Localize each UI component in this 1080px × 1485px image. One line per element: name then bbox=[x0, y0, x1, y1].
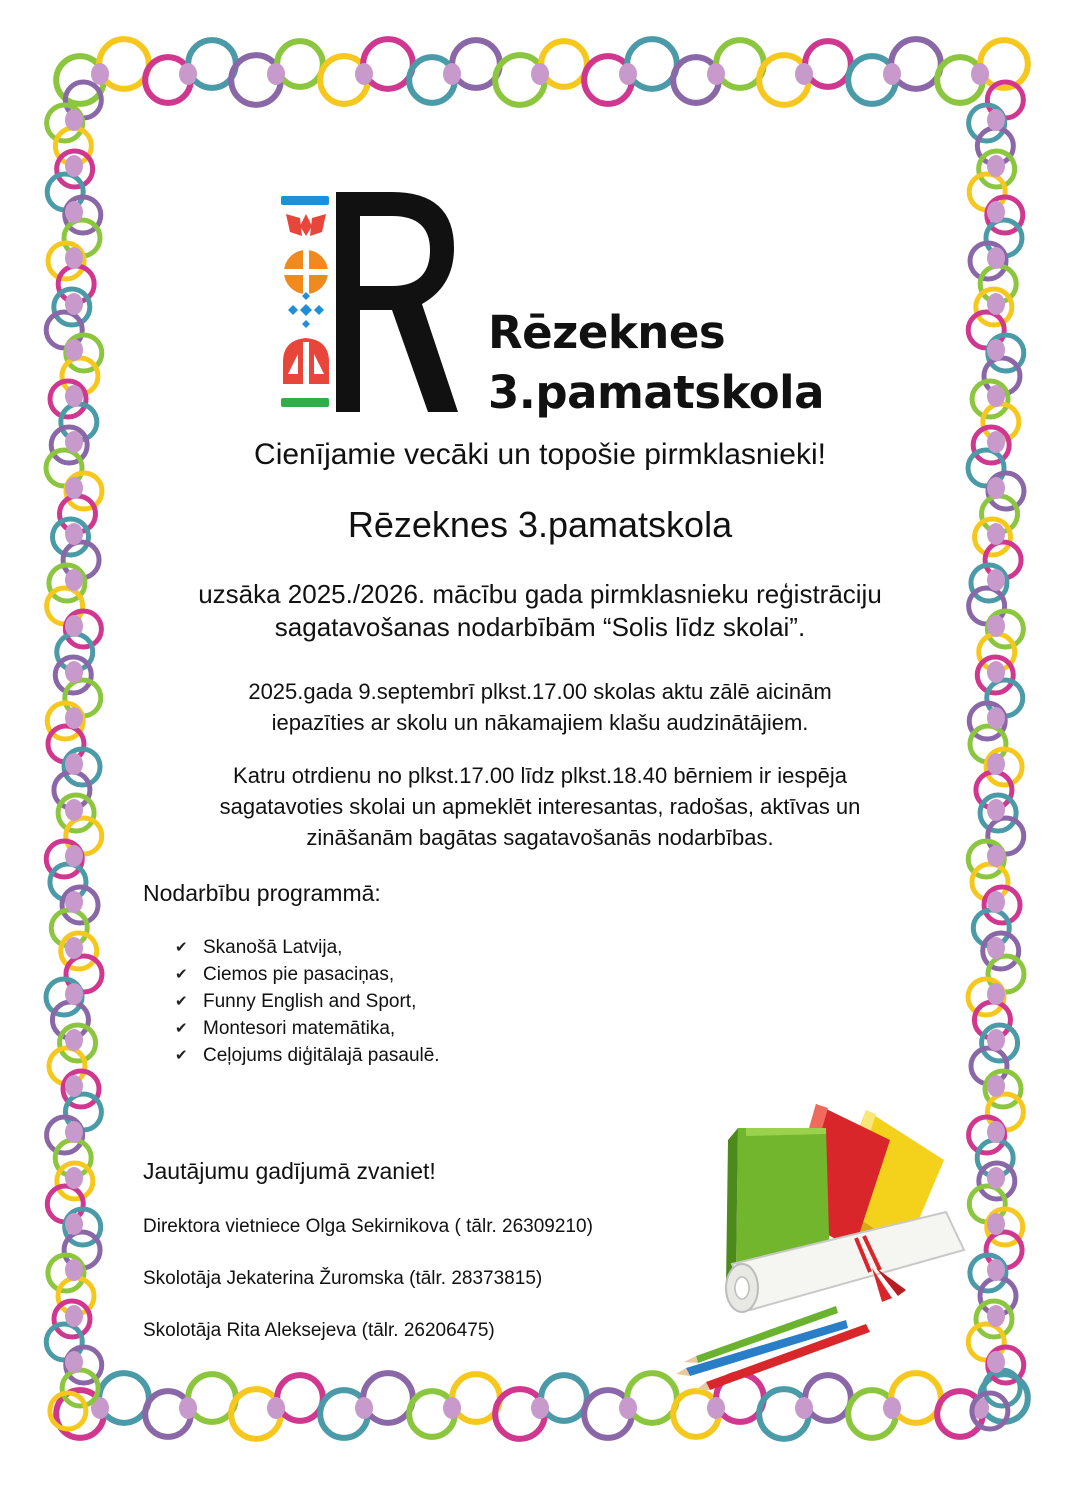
schedule-line: Katru otrdienu no plkst.17.00 līdz plkst.18.40 bērniem ir iespēja bbox=[233, 763, 847, 788]
meeting-line: iepazīties ar skolu un nākamajiem klašu audzinātājiem. bbox=[271, 710, 809, 735]
border-dot bbox=[65, 247, 83, 269]
books-and-diploma-icon bbox=[676, 1100, 976, 1390]
border-dot bbox=[65, 155, 83, 177]
border-dot bbox=[987, 1351, 1005, 1373]
border-dot bbox=[267, 1397, 285, 1419]
border-ring bbox=[277, 1375, 323, 1421]
border-dot bbox=[987, 385, 1005, 407]
program-list bbox=[175, 934, 440, 1069]
border-dot bbox=[971, 63, 989, 85]
program-item-label: Skanošā Latvija, bbox=[203, 937, 343, 958]
border-dot bbox=[65, 201, 83, 223]
border-dot bbox=[65, 1259, 83, 1281]
border-dot bbox=[65, 1121, 83, 1143]
border-dot bbox=[531, 63, 549, 85]
border-dot bbox=[987, 1167, 1005, 1189]
school-name-heading: Rēzeknes 3.pamatskola bbox=[347, 504, 733, 545]
border-dot bbox=[65, 983, 83, 1005]
border-dot bbox=[267, 63, 285, 85]
border-dot bbox=[987, 1075, 1005, 1097]
contact-line: Skolotāja Jekaterina Žuromska (tālr. 28373815) bbox=[143, 1268, 543, 1289]
logo-text-line1: Rēzeknes bbox=[488, 306, 726, 359]
border-dot bbox=[987, 1305, 1005, 1327]
checkmark-icon: ✔ bbox=[175, 966, 188, 983]
border-dot bbox=[91, 63, 109, 85]
list-item bbox=[175, 1042, 440, 1069]
border-dot bbox=[179, 63, 197, 85]
border-dot bbox=[987, 891, 1005, 913]
border-dot bbox=[531, 1397, 549, 1419]
border-dot bbox=[65, 109, 83, 131]
list-item bbox=[175, 934, 440, 961]
checkmark-icon: ✔ bbox=[175, 993, 188, 1010]
border-dot bbox=[707, 63, 725, 85]
pencils-icon bbox=[676, 1306, 870, 1390]
border-dot bbox=[65, 1351, 83, 1373]
list-item bbox=[175, 988, 440, 1015]
border-dot bbox=[65, 1075, 83, 1097]
border-dot bbox=[65, 1029, 83, 1051]
contact-line: Direktora vietniece Olga Sekirnikova ( tālr. 26309210) bbox=[143, 1216, 593, 1237]
border-dot bbox=[987, 1213, 1005, 1235]
list-item bbox=[175, 961, 440, 988]
schedule-line: sagatavoties skolai un apmeklēt interesantas, radošas, aktīvas un bbox=[219, 794, 861, 819]
border-dot bbox=[355, 1397, 373, 1419]
logo-text-line2: 3.pamatskola bbox=[488, 366, 824, 419]
folk-ornament-icon bbox=[278, 192, 334, 414]
program-item-label: Ceļojums diģitālajā pasaulē. bbox=[203, 1045, 440, 1066]
program-item-label: Montesori matemātika, bbox=[203, 1018, 396, 1039]
border-dot bbox=[65, 293, 83, 315]
border-ring bbox=[541, 41, 587, 87]
border-ring bbox=[277, 41, 323, 87]
border-dot bbox=[65, 937, 83, 959]
border-ring bbox=[541, 1375, 587, 1421]
border-ring bbox=[805, 41, 851, 87]
border-dot bbox=[65, 339, 83, 361]
border-dot bbox=[987, 937, 1005, 959]
checkmark-icon: ✔ bbox=[175, 1047, 188, 1064]
border-dot bbox=[65, 385, 83, 407]
checkmark-icon: ✔ bbox=[175, 939, 188, 956]
announcement-text bbox=[0, 578, 1080, 644]
border-dot bbox=[619, 1397, 637, 1419]
border-dot bbox=[65, 477, 83, 499]
meeting-paragraph bbox=[0, 676, 1080, 738]
border-dot bbox=[987, 201, 1005, 223]
border-dot bbox=[987, 1259, 1005, 1281]
list-item bbox=[175, 1015, 440, 1042]
schedule-paragraph bbox=[0, 760, 1080, 853]
border-dot bbox=[355, 63, 373, 85]
program-item-label: Ciemos pie pasaciņas, bbox=[203, 964, 395, 985]
border-dot bbox=[883, 63, 901, 85]
border-dot bbox=[65, 1305, 83, 1327]
border-dot bbox=[987, 1029, 1005, 1051]
border-dot bbox=[987, 1121, 1005, 1143]
contact-line: Skolotāja Rita Aleksejeva (tālr. 26206475) bbox=[143, 1320, 495, 1341]
contact-title: Jautājumu gadījumā zvaniet! bbox=[143, 1158, 436, 1184]
border-dot bbox=[795, 63, 813, 85]
border-dot bbox=[443, 63, 461, 85]
border-dot bbox=[987, 339, 1005, 361]
border-dot bbox=[65, 1213, 83, 1235]
border-dot bbox=[619, 63, 637, 85]
announcement-line: uzsāka 2025./2026. mācību gada pirmklasnieku reģistrāciju bbox=[198, 579, 882, 609]
schedule-line: zināšanām bagātas sagatavošanās nodarbības. bbox=[306, 825, 774, 850]
checkmark-icon: ✔ bbox=[175, 1020, 188, 1037]
border-dot bbox=[65, 1167, 83, 1189]
meeting-line: 2025.gada 9.septembrī plkst.17.00 skolas aktu zālē aicinām bbox=[248, 679, 832, 704]
program-item-label: Funny English and Sport, bbox=[203, 991, 417, 1012]
program-title: Nodarbību programmā: bbox=[143, 880, 381, 906]
border-dot bbox=[707, 1397, 725, 1419]
border-dot bbox=[883, 1397, 901, 1419]
border-dot bbox=[795, 1397, 813, 1419]
border-dot bbox=[987, 293, 1005, 315]
announcement-line: sagatavošanas nodarbībām “Solis līdz skolai”. bbox=[274, 612, 806, 642]
border-dot bbox=[65, 891, 83, 913]
border-dot bbox=[443, 1397, 461, 1419]
border-dot bbox=[987, 247, 1005, 269]
border-dot bbox=[987, 477, 1005, 499]
border-dot bbox=[987, 155, 1005, 177]
greeting-heading: Cienījamie vecāki un topošie pirmklasnieki! bbox=[254, 438, 826, 471]
border-dot bbox=[987, 983, 1005, 1005]
border-dot bbox=[987, 109, 1005, 131]
letter-r-logo-icon bbox=[330, 186, 470, 418]
border-dot bbox=[179, 1397, 197, 1419]
